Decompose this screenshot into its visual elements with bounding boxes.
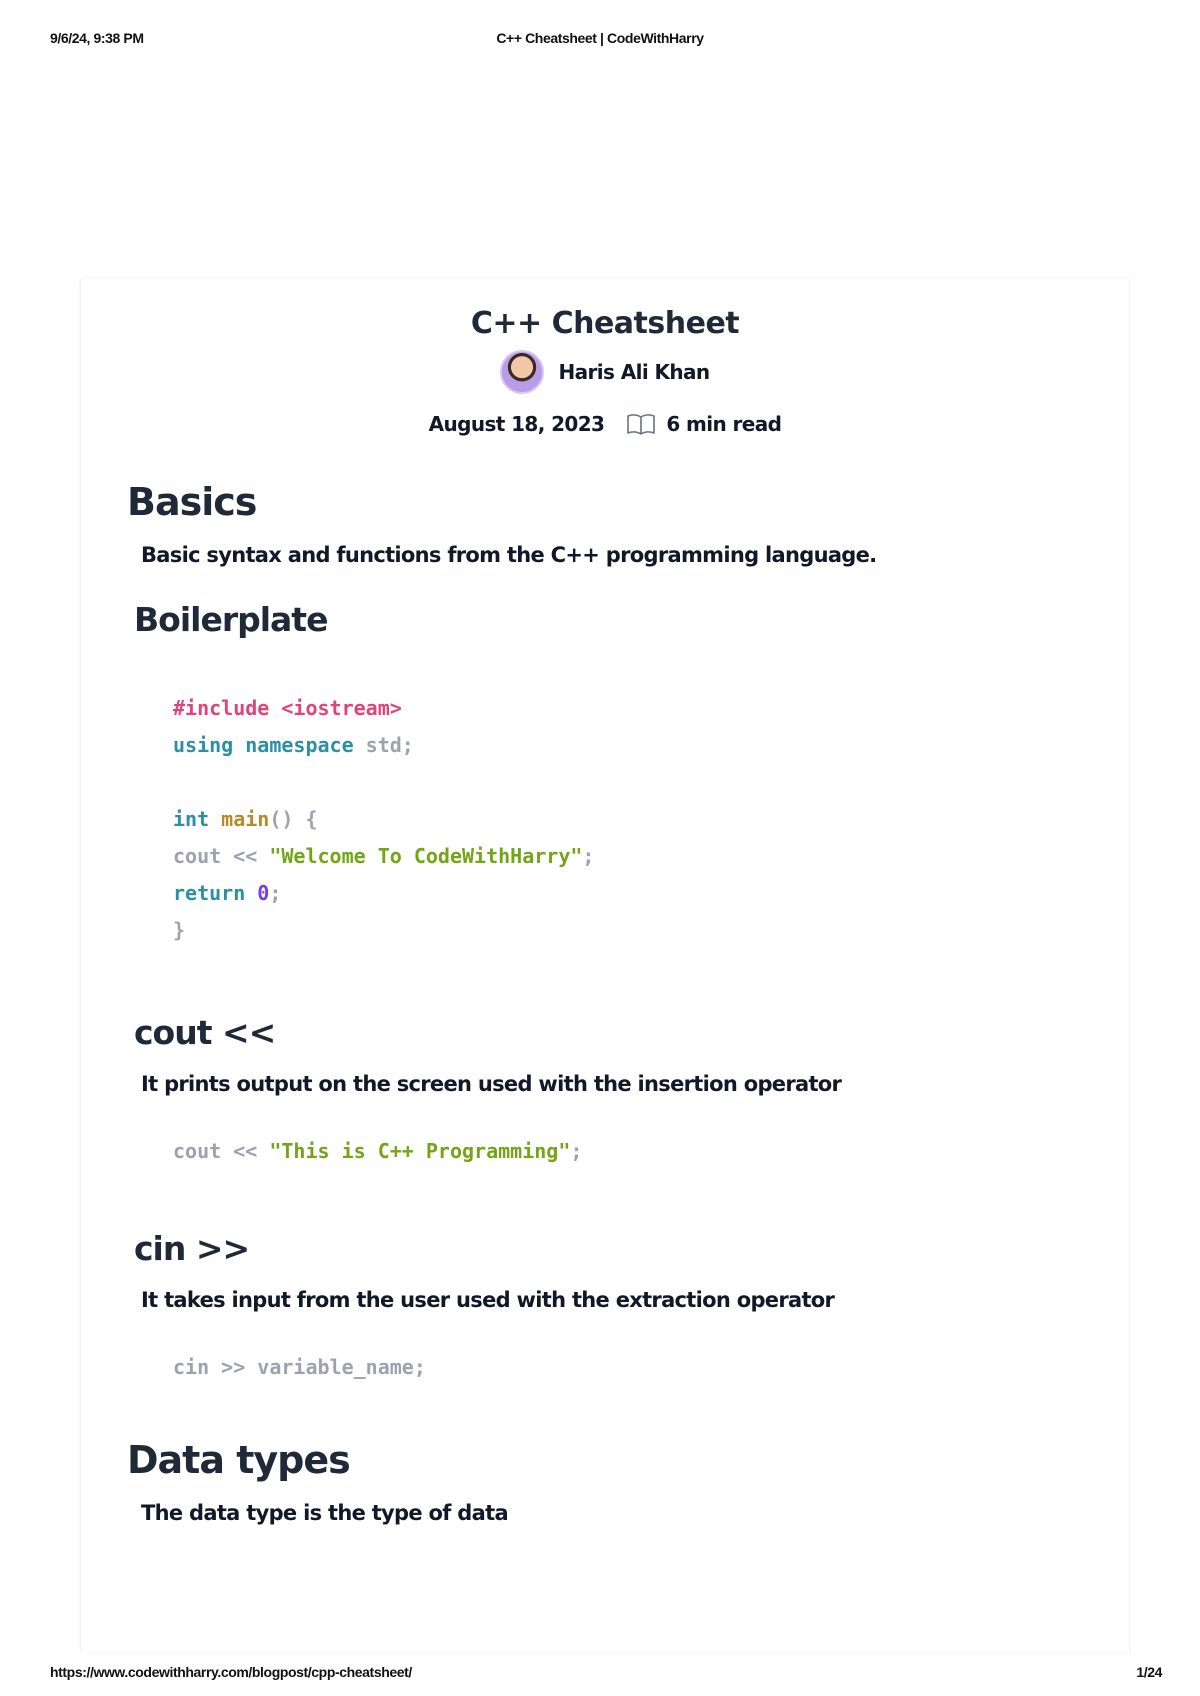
code-token	[233, 733, 245, 757]
code-line	[173, 727, 1083, 764]
code-token: cout <<	[173, 1139, 270, 1163]
code-token: std;	[353, 733, 414, 757]
code-token: cin >> variable_name;	[173, 1355, 426, 1379]
print-footer	[0, 1664, 1200, 1684]
cin-code	[127, 1349, 1083, 1386]
post-meta	[81, 412, 1129, 436]
author-avatar	[500, 350, 544, 394]
cout-desc: It prints output on the screen used with the insertion operator	[141, 1072, 842, 1096]
code-token: }	[173, 918, 186, 942]
article-card	[80, 278, 1130, 1652]
code-line	[173, 1349, 1083, 1386]
code-token	[209, 807, 221, 831]
code-token: int	[173, 807, 210, 831]
print-datetime: 9/6/24, 9:38 PM	[50, 30, 144, 46]
cout-code	[127, 1133, 1083, 1170]
code-line	[173, 875, 1083, 912]
code-token: "Welcome To CodeWithHarry"	[269, 844, 583, 868]
code-token: ;	[582, 844, 595, 868]
open-book-icon	[626, 413, 656, 435]
print-url[interactable]: https://www.codewithharry.com/blogpost/cpp-cheatsheet/	[50, 1664, 412, 1680]
cout-title: cout <<	[134, 1013, 276, 1052]
section-basics-desc: Basic syntax and functions from the C++ programming language.	[141, 543, 877, 567]
code-token: 0	[257, 881, 270, 905]
code-token: ;	[269, 881, 282, 905]
code-token: cout <<	[173, 844, 270, 868]
print-page-number: 1/24	[1136, 1664, 1162, 1680]
code-line	[173, 764, 1083, 801]
section-basics-title: Basics	[127, 480, 257, 524]
post-header	[81, 304, 1129, 436]
author-row	[81, 350, 1129, 394]
code-token: main	[221, 807, 270, 831]
code-line	[173, 801, 1083, 838]
cin-desc: It takes input from the user used with the extraction operator	[141, 1288, 835, 1312]
boilerplate-code	[127, 690, 1083, 949]
code-token: () {	[269, 807, 318, 831]
read-time: 6 min read	[666, 412, 782, 436]
code-token: #include <iostream>	[173, 696, 402, 720]
section-datatypes-title: Data types	[127, 1438, 350, 1482]
code-token: using	[173, 733, 234, 757]
post-title: C++ Cheatsheet	[470, 306, 740, 341]
code-line	[173, 1133, 1083, 1170]
boilerplate-title: Boilerplate	[134, 600, 328, 639]
code-line	[173, 690, 1083, 727]
section-datatypes-desc: The data type is the type of data	[141, 1501, 508, 1525]
code-token: "This is C++ Programming"	[269, 1139, 571, 1163]
print-doc-title: C++ Cheatsheet | CodeWithHarry	[496, 30, 704, 46]
code-token	[245, 881, 257, 905]
code-token: namespace	[245, 733, 354, 757]
author-name[interactable]: Haris Ali Khan	[558, 360, 710, 384]
code-token: return	[173, 881, 246, 905]
print-header	[0, 30, 1200, 50]
cin-title: cin >>	[134, 1229, 250, 1268]
post-date: August 18, 2023	[428, 412, 605, 436]
code-token: ;	[570, 1139, 583, 1163]
code-line	[173, 912, 1083, 949]
code-line	[173, 838, 1083, 875]
article-content	[127, 478, 1083, 1528]
